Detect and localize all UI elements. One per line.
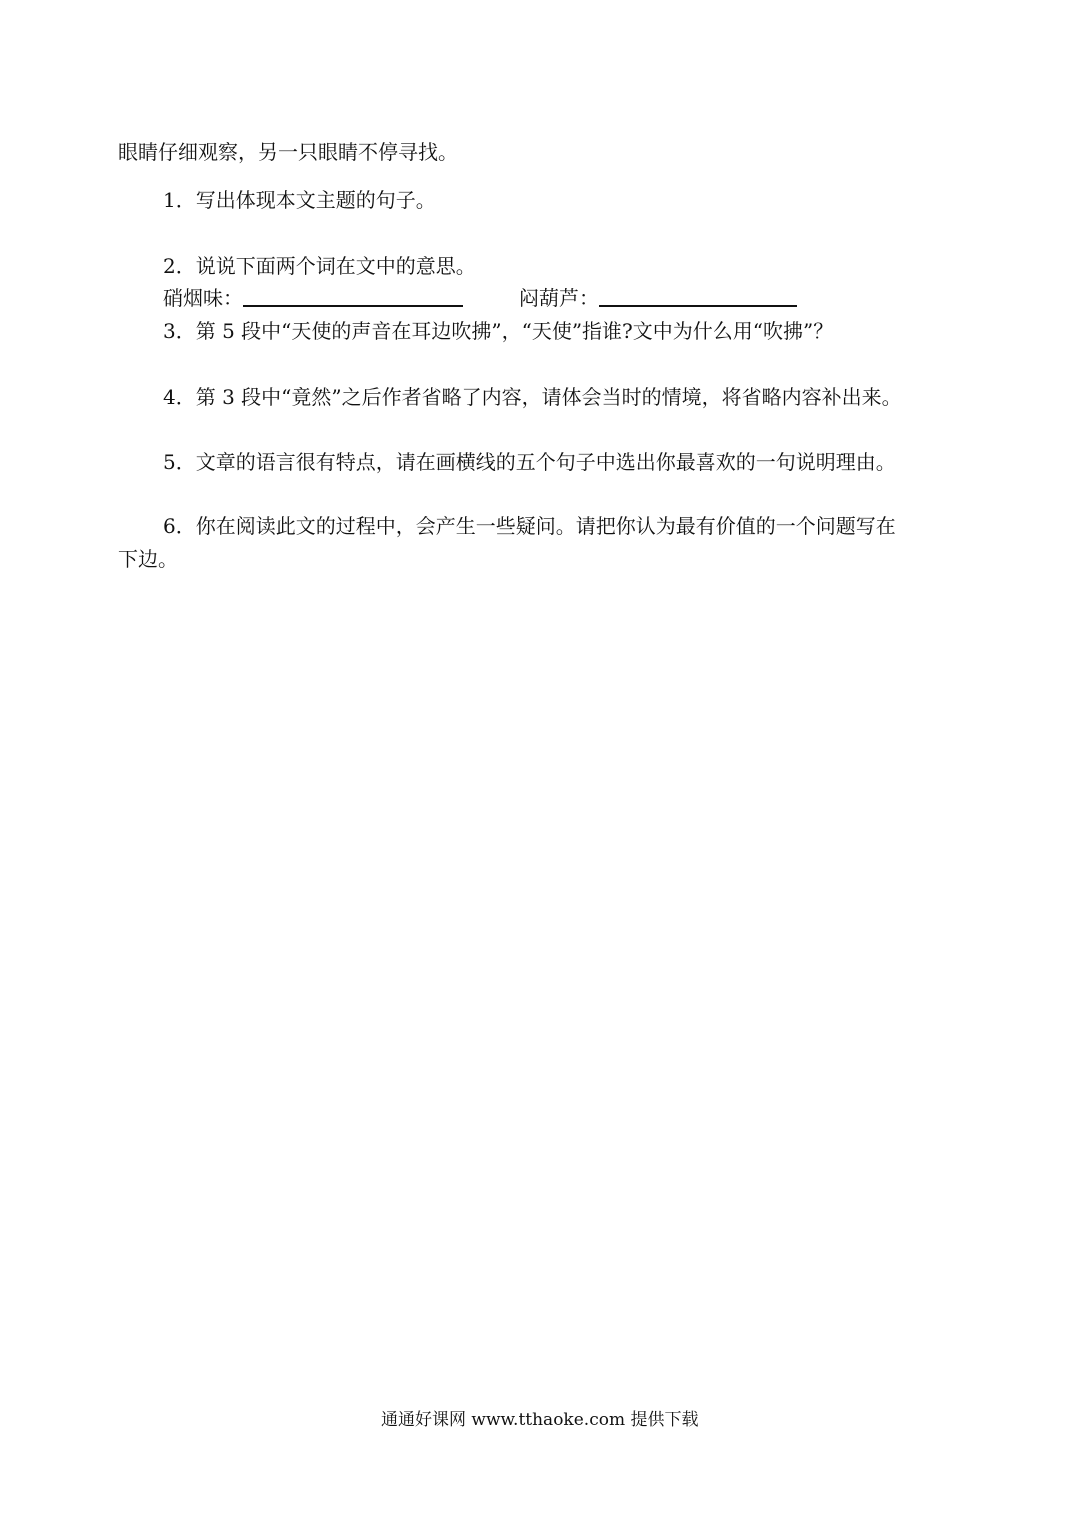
question-1: 1．写出体现本文主题的句子。 xyxy=(163,188,436,212)
page-footer: 通通好课网 www.tthaoke.com 提供下载 xyxy=(381,1410,699,1430)
answer-blank-1[interactable] xyxy=(243,285,463,307)
question-2-blanks xyxy=(163,285,797,311)
question-4: 4．第 3 段中“竟然”之后作者省略了内容，请体会当时的情境，将省略内容补出来。 xyxy=(163,385,902,409)
question-6-line-2: 下边。 xyxy=(118,547,178,571)
intro-text: 眼睛仔细观察，另一只眼睛不停寻找。 xyxy=(118,140,458,164)
question-6-line-1: 6．你在阅读此文的过程中，会产生一些疑问。请把你认为最有价值的一个问题写在 xyxy=(163,514,896,538)
answer-blank-2[interactable] xyxy=(599,285,797,307)
blank-label-1: 硝烟味： xyxy=(163,286,243,310)
blank-label-2: 闷葫芦： xyxy=(519,286,599,310)
question-2: 2．说说下面两个词在文中的意思。 xyxy=(163,254,476,278)
question-5: 5．文章的语言很有特点，请在画横线的五个句子中选出你最喜欢的一句说明理由。 xyxy=(163,450,896,474)
question-3: 3．第 5 段中“天使的声音在耳边吹拂”，“天使”指谁?文中为什么用“吹拂”？ xyxy=(163,319,834,343)
